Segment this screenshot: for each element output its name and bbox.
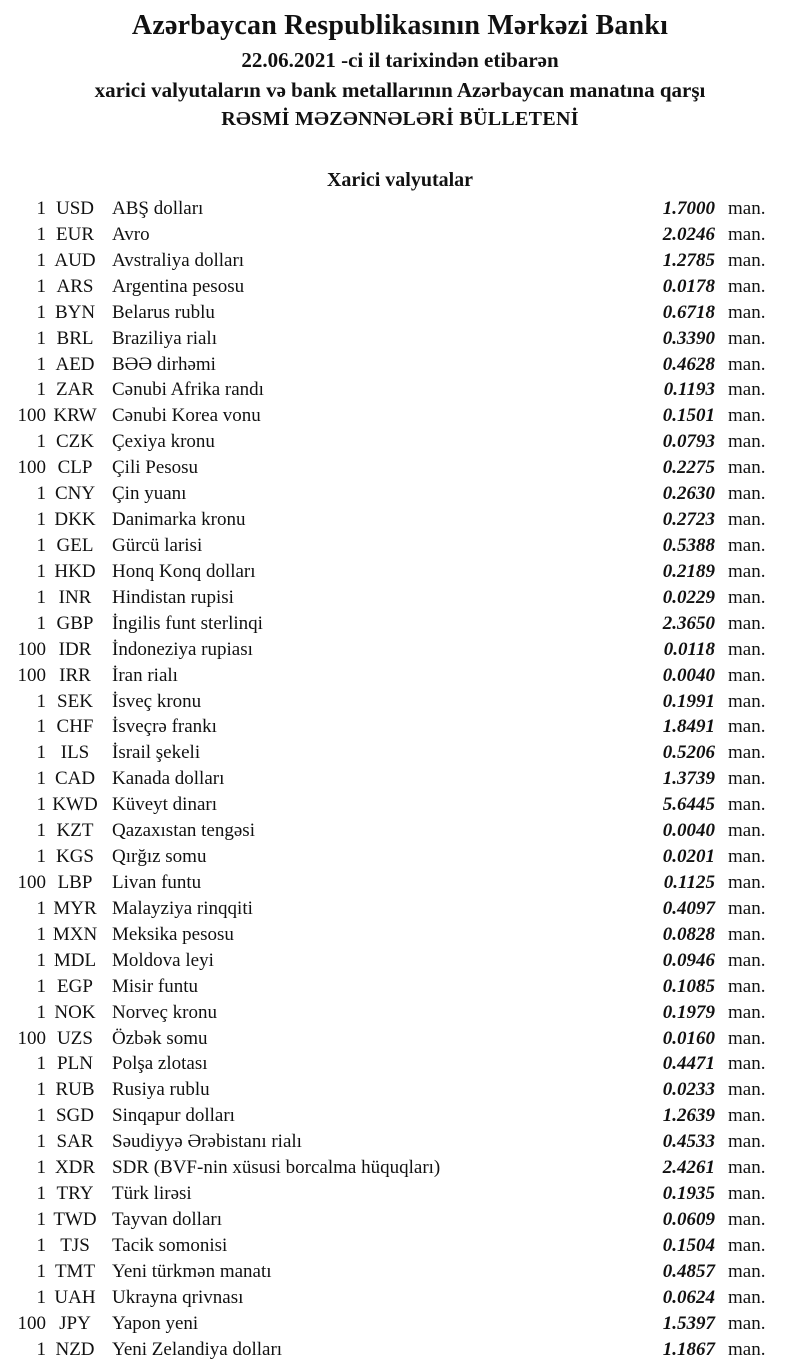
rate-row — [0, 377, 800, 403]
row-currency-code: RUB — [55, 1079, 95, 1101]
row-currency-name: Cənubi Korea vonu — [112, 405, 261, 427]
rate-row — [0, 1181, 800, 1207]
row-unit-label: man. — [728, 664, 766, 686]
row-currency-code: MYR — [53, 897, 97, 919]
row-rate-value: 2.0246 — [662, 223, 715, 245]
row-unit-label: man. — [728, 1260, 766, 1282]
rate-row — [0, 922, 800, 948]
row-rate-value: 0.1504 — [662, 1234, 715, 1256]
row-unit-label: man. — [728, 405, 766, 427]
row-quantity: 1 — [36, 949, 46, 971]
rate-row — [0, 403, 800, 429]
row-currency-name: Tayvan dolları — [112, 1208, 222, 1230]
row-unit-label: man. — [728, 846, 766, 868]
rate-row — [0, 740, 800, 766]
row-currency-name: Yapon yeni — [112, 1312, 199, 1334]
row-currency-name: Danimarka kronu — [112, 509, 246, 531]
row-rate-value: 0.4471 — [662, 1053, 715, 1075]
row-rate-value: 0.4097 — [662, 897, 715, 919]
row-currency-code: NOK — [54, 1001, 96, 1023]
row-currency-code: CAD — [54, 768, 96, 790]
row-rate-value: 0.6718 — [662, 301, 715, 323]
row-unit-label: man. — [728, 794, 766, 816]
section-title-foreign-currencies: Xarici valyutalar — [326, 169, 474, 191]
row-currency-code: IRR — [59, 664, 91, 686]
row-currency-name: ABŞ dolları — [112, 198, 204, 219]
rate-row — [0, 870, 800, 896]
row-currency-name: İran rialı — [112, 664, 178, 686]
row-rate-value: 0.0233 — [662, 1079, 715, 1101]
row-currency-code: TWD — [53, 1208, 97, 1230]
row-rate-value: 0.1935 — [662, 1183, 715, 1205]
row-unit-label: man. — [728, 871, 766, 893]
row-currency-name: Honq Konq dolları — [112, 560, 256, 582]
row-quantity: 1 — [36, 223, 46, 245]
row-rate-value: 0.0040 — [662, 820, 715, 842]
row-quantity: 100 — [17, 1312, 46, 1334]
row-unit-label: man. — [728, 249, 766, 271]
row-rate-value: 1.1867 — [662, 1338, 715, 1360]
rate-row — [0, 559, 800, 585]
row-currency-name: Çili Pesosu — [112, 457, 199, 479]
rate-row — [0, 1000, 800, 1026]
row-currency-name: Hindistan rupisi — [112, 586, 234, 608]
row-currency-name: Avro — [112, 223, 150, 245]
row-unit-label: man. — [728, 431, 766, 453]
row-rate-value: 0.1501 — [662, 405, 715, 427]
row-quantity: 1 — [36, 483, 46, 505]
row-rate-value: 0.1991 — [662, 690, 715, 712]
rate-row — [0, 1259, 800, 1285]
row-unit-label: man. — [728, 327, 766, 349]
row-currency-name: İsveç kronu — [112, 690, 202, 712]
row-rate-value: 0.2630 — [662, 483, 715, 505]
row-currency-code: TJS — [60, 1234, 90, 1256]
row-currency-name: Qazaxıstan tengəsi — [112, 820, 255, 842]
row-currency-code: SAR — [56, 1131, 94, 1153]
row-rate-value: 1.3739 — [662, 768, 715, 790]
row-currency-code: LBP — [57, 871, 93, 893]
row-quantity: 1 — [36, 249, 46, 271]
row-currency-code: KGS — [55, 846, 94, 868]
row-currency-code: AUD — [54, 249, 96, 271]
rate-row — [0, 222, 800, 248]
row-rate-value: 0.0946 — [662, 949, 715, 971]
row-currency-name: Polşa zlotası — [112, 1053, 208, 1075]
row-currency-name: Belarus rublu — [112, 301, 215, 323]
row-quantity: 1 — [36, 794, 46, 816]
row-quantity: 1 — [36, 1183, 46, 1205]
row-rate-value: 1.2785 — [662, 249, 715, 271]
row-currency-name: Livan funtu — [112, 871, 202, 893]
row-currency-code: ARS — [56, 275, 94, 297]
rate-row — [0, 455, 800, 481]
row-quantity: 1 — [36, 1286, 46, 1308]
row-currency-name: Kanada dolları — [112, 768, 225, 790]
row-unit-label: man. — [728, 1001, 766, 1023]
row-currency-name: Yeni türkmən manatı — [112, 1260, 272, 1282]
row-currency-code: IDR — [58, 638, 92, 660]
row-unit-label: man. — [728, 820, 766, 842]
row-currency-name: İsrail şekeli — [112, 742, 201, 764]
row-currency-name: Qırğız somu — [112, 846, 207, 868]
row-currency-name: Çexiya kronu — [112, 431, 215, 453]
row-rate-value: 1.7000 — [662, 198, 715, 219]
rate-row — [0, 1285, 800, 1311]
row-currency-code: GEL — [56, 534, 94, 556]
row-currency-code: CHF — [56, 716, 94, 738]
row-quantity: 1 — [36, 742, 46, 764]
row-unit-label: man. — [728, 509, 766, 531]
rate-row — [0, 274, 800, 300]
rate-row — [0, 585, 800, 611]
row-currency-code: INR — [58, 586, 92, 608]
row-currency-code: TMT — [54, 1260, 96, 1282]
row-currency-code: JPY — [59, 1312, 91, 1334]
row-currency-name: Tacik somonisi — [112, 1234, 228, 1256]
rate-row — [0, 818, 800, 844]
row-quantity: 100 — [17, 457, 46, 479]
row-unit-label: man. — [728, 690, 766, 712]
rate-row — [0, 948, 800, 974]
row-currency-code: USD — [55, 198, 94, 219]
row-unit-label: man. — [728, 560, 766, 582]
row-currency-code: XDR — [54, 1157, 96, 1179]
effective-date-line: 22.06.2021 -ci il tarixindən etibarən — [241, 48, 559, 72]
row-rate-value: 0.4533 — [662, 1131, 715, 1153]
rate-row — [0, 533, 800, 559]
row-quantity: 1 — [36, 198, 46, 219]
row-currency-code: SGD — [55, 1105, 94, 1127]
row-quantity: 1 — [36, 1053, 46, 1075]
row-currency-code: ILS — [60, 742, 90, 764]
row-quantity: 1 — [36, 768, 46, 790]
rate-row — [0, 663, 800, 689]
row-rate-value: 0.4628 — [662, 353, 715, 375]
row-unit-label: man. — [728, 301, 766, 323]
rate-row — [0, 1207, 800, 1233]
row-currency-code: MXN — [52, 923, 98, 945]
row-quantity: 1 — [36, 301, 46, 323]
row-rate-value: 1.2639 — [662, 1105, 715, 1127]
row-quantity: 1 — [36, 379, 46, 401]
row-quantity: 1 — [36, 1208, 46, 1230]
row-currency-code: HKD — [54, 560, 96, 582]
row-currency-code: KZT — [56, 820, 94, 842]
row-unit-label: man. — [728, 483, 766, 505]
row-quantity: 1 — [36, 275, 46, 297]
row-currency-name: SDR (BVF-nin xüsusi borcalma hüquqları) — [112, 1157, 441, 1179]
row-quantity: 1 — [36, 1338, 46, 1360]
row-currency-code: SEK — [57, 690, 93, 712]
row-unit-label: man. — [728, 379, 766, 401]
row-currency-code: CZK — [56, 431, 94, 453]
rate-row — [0, 1051, 800, 1077]
rate-row — [0, 766, 800, 792]
row-currency-name: Türk lirəsi — [112, 1183, 192, 1205]
row-rate-value: 0.0229 — [662, 586, 715, 608]
row-rate-value: 0.0624 — [662, 1286, 715, 1308]
row-currency-code: UAH — [54, 1286, 96, 1308]
row-rate-value: 5.6445 — [662, 794, 715, 816]
row-quantity: 100 — [17, 1027, 46, 1049]
row-unit-label: man. — [728, 534, 766, 556]
row-quantity: 1 — [36, 327, 46, 349]
row-currency-code: KRW — [53, 405, 97, 427]
bulletin-title: RƏSMİ MƏZƏNNƏLƏRİ BÜLLETENİ — [221, 108, 579, 130]
row-unit-label: man. — [728, 1157, 766, 1179]
row-rate-value: 0.0118 — [663, 638, 715, 660]
row-rate-value: 0.3390 — [662, 327, 715, 349]
row-unit-label: man. — [728, 742, 766, 764]
row-quantity: 100 — [17, 664, 46, 686]
row-currency-name: Sinqapur dolları — [112, 1105, 235, 1127]
row-unit-label: man. — [728, 975, 766, 997]
row-quantity: 1 — [36, 975, 46, 997]
row-currency-code: BRL — [56, 327, 94, 349]
row-quantity: 1 — [36, 1131, 46, 1153]
row-unit-label: man. — [728, 1131, 766, 1153]
row-currency-name: Misir funtu — [112, 975, 199, 997]
row-currency-name: Yeni Zelandiya dolları — [112, 1338, 283, 1360]
row-unit-label: man. — [728, 275, 766, 297]
row-quantity: 1 — [36, 612, 46, 634]
row-currency-name: Rusiya rublu — [112, 1079, 210, 1101]
row-quantity: 1 — [36, 1079, 46, 1101]
row-currency-name: İndoneziya rupiası — [112, 638, 253, 660]
row-currency-name: Küveyt dinarı — [112, 794, 218, 816]
row-unit-label: man. — [728, 1234, 766, 1256]
row-currency-code: NZD — [55, 1338, 95, 1360]
rate-row — [0, 1077, 800, 1103]
row-rate-value: 1.5397 — [662, 1312, 715, 1334]
row-unit-label: man. — [728, 198, 766, 219]
row-currency-code: AED — [55, 353, 95, 375]
rate-row — [0, 1026, 800, 1052]
row-unit-label: man. — [728, 457, 766, 479]
rate-row — [0, 974, 800, 1000]
rate-row — [0, 326, 800, 352]
row-quantity: 1 — [36, 353, 46, 375]
row-currency-code: DKK — [54, 509, 96, 531]
row-currency-name: İngilis funt sterlinqi — [112, 612, 263, 634]
row-currency-name: Ukrayna qrivnası — [112, 1286, 244, 1308]
row-rate-value: 0.1193 — [663, 379, 715, 401]
row-unit-label: man. — [728, 1079, 766, 1101]
row-unit-label: man. — [728, 768, 766, 790]
row-quantity: 1 — [36, 431, 46, 453]
row-rate-value: 0.0201 — [662, 846, 715, 868]
row-rate-value: 1.8491 — [662, 716, 715, 738]
rate-row — [0, 844, 800, 870]
rate-row — [0, 300, 800, 326]
row-rate-value: 0.4857 — [662, 1260, 715, 1282]
row-currency-code: KWD — [52, 794, 98, 816]
row-quantity: 1 — [36, 923, 46, 945]
row-currency-code: UZS — [57, 1027, 93, 1049]
row-quantity: 100 — [17, 871, 46, 893]
row-quantity: 1 — [36, 509, 46, 531]
rate-row — [0, 1103, 800, 1129]
rates-table — [0, 196, 800, 1362]
row-rate-value: 0.2275 — [662, 457, 715, 479]
row-quantity: 1 — [36, 846, 46, 868]
row-currency-name: Avstraliya dolları — [112, 249, 245, 271]
rate-row — [0, 196, 800, 222]
row-rate-value: 2.4261 — [662, 1157, 715, 1179]
rate-row — [0, 507, 800, 533]
row-currency-name: Çin yuanı — [112, 483, 187, 505]
row-quantity: 1 — [36, 1260, 46, 1282]
row-quantity: 1 — [36, 534, 46, 556]
rate-row — [0, 792, 800, 818]
row-quantity: 1 — [36, 1157, 46, 1179]
row-rate-value: 0.0160 — [662, 1027, 715, 1049]
row-rate-value: 0.0609 — [662, 1208, 715, 1230]
row-unit-label: man. — [728, 638, 766, 660]
row-quantity: 1 — [36, 716, 46, 738]
row-quantity: 1 — [36, 1001, 46, 1023]
row-rate-value: 0.0040 — [662, 664, 715, 686]
row-unit-label: man. — [728, 223, 766, 245]
row-currency-code: BYN — [54, 301, 96, 323]
row-currency-code: GBP — [56, 612, 94, 634]
row-rate-value: 0.5206 — [662, 742, 715, 764]
row-rate-value: 0.5388 — [662, 534, 715, 556]
row-quantity: 1 — [36, 690, 46, 712]
row-unit-label: man. — [728, 716, 766, 738]
row-currency-code: CLP — [57, 457, 93, 479]
row-quantity: 1 — [36, 560, 46, 582]
rate-row — [0, 637, 800, 663]
row-rate-value: 2.3650 — [662, 612, 715, 634]
rate-row — [0, 1233, 800, 1259]
subtitle-line: xarici valyutaların və bank metallarının Azərbaycan manatına qarşı — [94, 78, 706, 102]
rate-row — [0, 611, 800, 637]
row-currency-name: Argentina pesosu — [112, 275, 245, 297]
row-currency-code: EGP — [57, 975, 93, 997]
bulletin-header — [0, 0, 800, 132]
row-quantity: 100 — [17, 405, 46, 427]
row-rate-value: 0.1085 — [662, 975, 715, 997]
row-quantity: 1 — [36, 820, 46, 842]
row-unit-label: man. — [728, 897, 766, 919]
rate-row — [0, 1311, 800, 1337]
row-currency-name: Braziliya rialı — [112, 327, 217, 349]
row-currency-code: EUR — [56, 223, 94, 245]
row-unit-label: man. — [728, 923, 766, 945]
row-currency-code: ZAR — [56, 379, 94, 401]
rate-row — [0, 689, 800, 715]
row-currency-code: MDL — [53, 949, 97, 971]
row-unit-label: man. — [728, 612, 766, 634]
row-currency-name: Özbək somu — [112, 1027, 208, 1049]
row-currency-code: CNY — [54, 483, 96, 505]
row-quantity: 1 — [36, 897, 46, 919]
page-title: Azərbaycan Respublikasının Mərkəzi Bankı — [131, 10, 669, 41]
rate-row — [0, 429, 800, 455]
row-unit-label: man. — [728, 949, 766, 971]
row-rate-value: 0.1125 — [663, 871, 715, 893]
row-currency-name: Cənubi Afrika randı — [112, 379, 264, 401]
row-unit-label: man. — [728, 1208, 766, 1230]
rate-row — [0, 714, 800, 740]
row-currency-code: PLN — [57, 1053, 93, 1075]
row-unit-label: man. — [728, 1183, 766, 1205]
row-unit-label: man. — [728, 1338, 766, 1360]
row-currency-name: Meksika pesosu — [112, 923, 234, 945]
row-rate-value: 0.0178 — [662, 275, 715, 297]
row-quantity: 100 — [17, 638, 46, 660]
rate-row — [0, 481, 800, 507]
rate-row — [0, 896, 800, 922]
row-unit-label: man. — [728, 586, 766, 608]
row-unit-label: man. — [728, 1286, 766, 1308]
row-unit-label: man. — [728, 1053, 766, 1075]
row-quantity: 1 — [36, 586, 46, 608]
row-currency-name: Səudiyyə Ərəbistanı rialı — [112, 1131, 302, 1153]
row-rate-value: 0.0793 — [662, 431, 715, 453]
row-rate-value: 0.2723 — [662, 509, 715, 531]
row-currency-name: Norveç kronu — [112, 1001, 217, 1023]
row-currency-name: Malayziya rinqqiti — [112, 897, 253, 919]
rate-row — [0, 352, 800, 378]
row-rate-value: 0.2189 — [662, 560, 715, 582]
row-currency-code: TRY — [56, 1183, 94, 1205]
row-currency-name: İsveçrə frankı — [112, 716, 217, 738]
row-quantity: 1 — [36, 1234, 46, 1256]
rate-row — [0, 248, 800, 274]
row-unit-label: man. — [728, 1105, 766, 1127]
rate-row — [0, 1129, 800, 1155]
rate-row — [0, 1155, 800, 1181]
row-unit-label: man. — [728, 1027, 766, 1049]
row-currency-name: Gürcü larisi — [112, 534, 203, 556]
row-unit-label: man. — [728, 353, 766, 375]
row-rate-value: 0.0828 — [662, 923, 715, 945]
row-rate-value: 0.1979 — [662, 1001, 715, 1023]
row-currency-name: Moldova leyi — [112, 949, 214, 971]
row-unit-label: man. — [728, 1312, 766, 1334]
row-quantity: 1 — [36, 1105, 46, 1127]
row-currency-name: BƏƏ dirhəmi — [112, 353, 216, 375]
